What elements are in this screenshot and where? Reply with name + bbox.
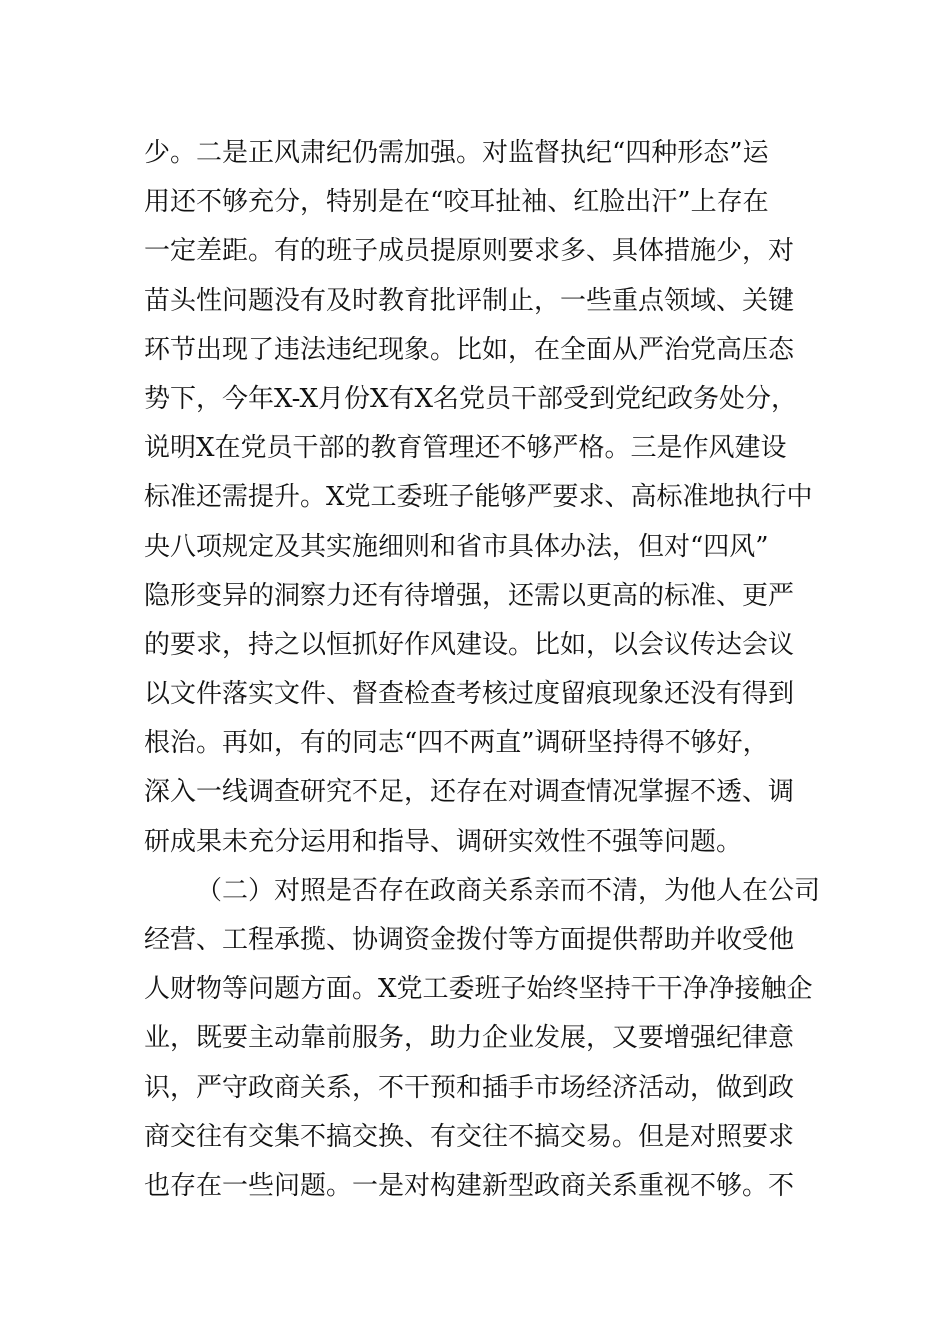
- text-line: 势下，今年X-X月份X有X名党员干部受到党纪政务处分，: [144, 383, 797, 414]
- text-line: 环节出现了违法违纪现象。比如，在全面从严治党高压态: [144, 334, 795, 365]
- text-line: 识，严守政商关系，不干预和插手市场经济活动，做到政: [144, 1072, 795, 1103]
- section-heading-line: （二）对照是否存在政商关系亲而不清，为他人在公司: [196, 875, 821, 906]
- text-line: 也存在一些问题。一是对构建新型政商关系重视不够。不: [144, 1170, 795, 1201]
- text-line: 业，既要主动靠前服务，助力企业发展，又要增强纪律意: [144, 1023, 795, 1054]
- text-line: 根治。再如，有的同志“四不两直”调研坚持得不够好，: [144, 728, 769, 759]
- text-line: 苗头性问题没有及时教育批评制止，一些重点领域、关键: [144, 285, 795, 316]
- text-line: 商交往有交集不搞交换、有交往不搞交易。但是对照要求: [144, 1121, 795, 1152]
- text-line: 一定差距。有的班子成员提原则要求多、具体措施少，对: [144, 236, 795, 267]
- text-line: 隐形变异的洞察力还有待增强，还需以更高的标准、更严: [144, 580, 795, 611]
- text-line: 说明X在党员干部的教育管理还不够严格。三是作风建设: [144, 433, 787, 464]
- text-line: 少。二是正风肃纪仍需加强。对监督执纪“四种形态”运: [144, 138, 769, 168]
- text-line: 标准还需提升。X党工委班子能够严要求、高标准地执行中: [144, 482, 813, 513]
- text-line: 研成果未充分运用和指导、调研实效性不强等问题。: [144, 826, 743, 857]
- text-line: 经营、工程承揽、协调资金拨付等方面提供帮助并收受他: [144, 925, 795, 955]
- text-line: 央八项规定及其实施细则和省市具体办法，但对“四风”: [144, 531, 769, 562]
- body-text: [144, 129, 824, 1211]
- text-line: 以文件落实文件、督查检查考核过度留痕现象还没有得到: [144, 679, 795, 710]
- text-line: 用还不够充分，特别是在“咬耳扯袖、红脸出汗”上存在: [144, 187, 769, 218]
- text-line: 深入一线调查研究不足，还存在对调查情况掌握不透、调: [144, 777, 795, 808]
- text-line: 的要求，持之以恒抓好作风建设。比如，以会议传达会议: [144, 629, 795, 660]
- text-line: 人财物等问题方面。X党工委班子始终坚持干干净净接触企: [144, 974, 813, 1005]
